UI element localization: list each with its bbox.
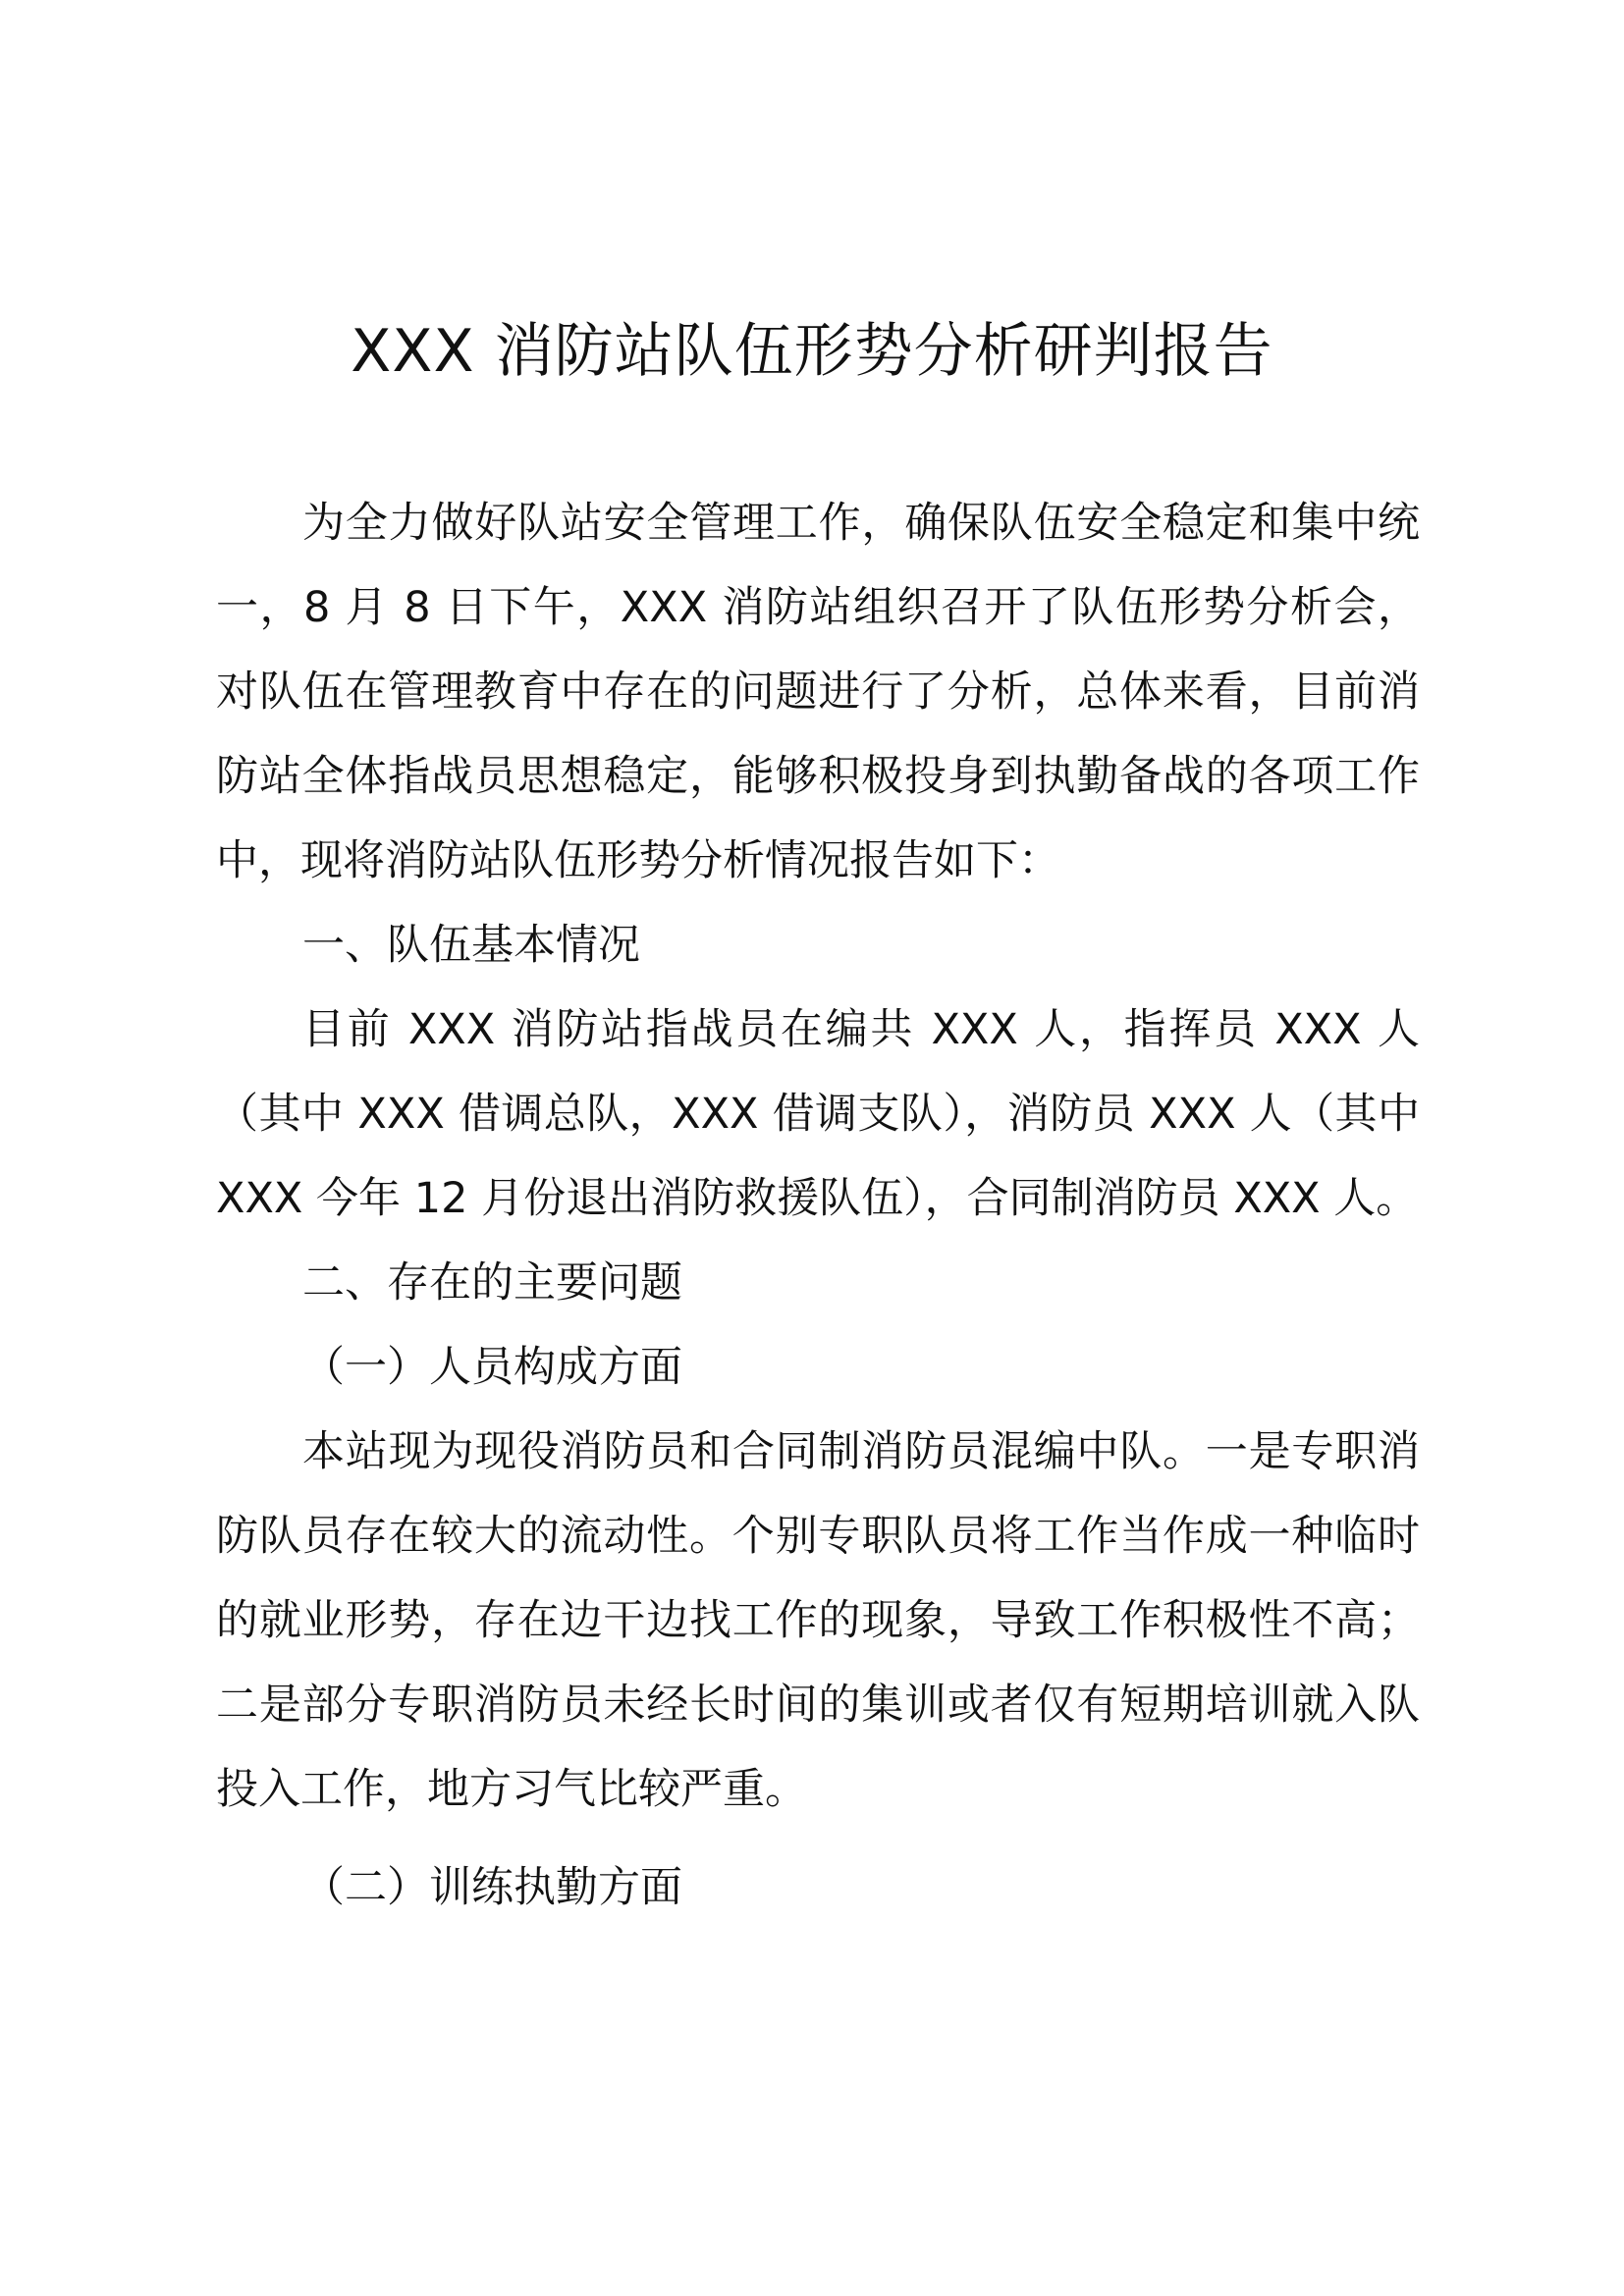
document-title: XXX 消防站队伍形势分析研判报告	[351, 317, 1273, 386]
intro-paragraph: 为全力做好队站安全管理工作，确保队伍安全稳定和集中统一，8 月 8 日下午，XXX 消防站组织召开了队伍形势分析会，对队伍在管理教育中存在的问题进行了分析，总体来看，目前消防站全体指战员思想稳定，能够积极投身到执勤备战的各项工作中，现将消防站队伍形势分析情况报告如下：	[216, 499, 1420, 885]
basic-info-paragraph: 目前 XXX 消防站指战员在编共 XXX 人，指挥员 XXX 人（其中 XXX 借调总队，XXX 借调支队），消防员 XXX 人（其中 XXX 今年 12 月份退出消防救援队伍），合同制消防员 XXX 人。	[216, 1005, 1420, 1223]
personnel-paragraph: 本站现为现役消防员和合同制消防员混编中队。一是专职消防队员存在较大的流动性。个别专职队员将工作当作成一种临时的就业形势，存在边干边找工作的现象，导致工作积极性不高；二是部分专职消防员未经长时间的集训或者仅有短期培训就入队投入工作，地方习气比较严重。	[216, 1427, 1420, 1814]
subheading-training-duty: （二）训练执勤方面	[302, 1863, 682, 1912]
document-body	[216, 481, 1420, 1930]
section-heading-basic-info: 一、队伍基本情况	[302, 921, 640, 970]
section-heading-main-problems: 二、存在的主要问题	[302, 1258, 682, 1308]
subheading-personnel: （一）人员构成方面	[302, 1343, 682, 1392]
